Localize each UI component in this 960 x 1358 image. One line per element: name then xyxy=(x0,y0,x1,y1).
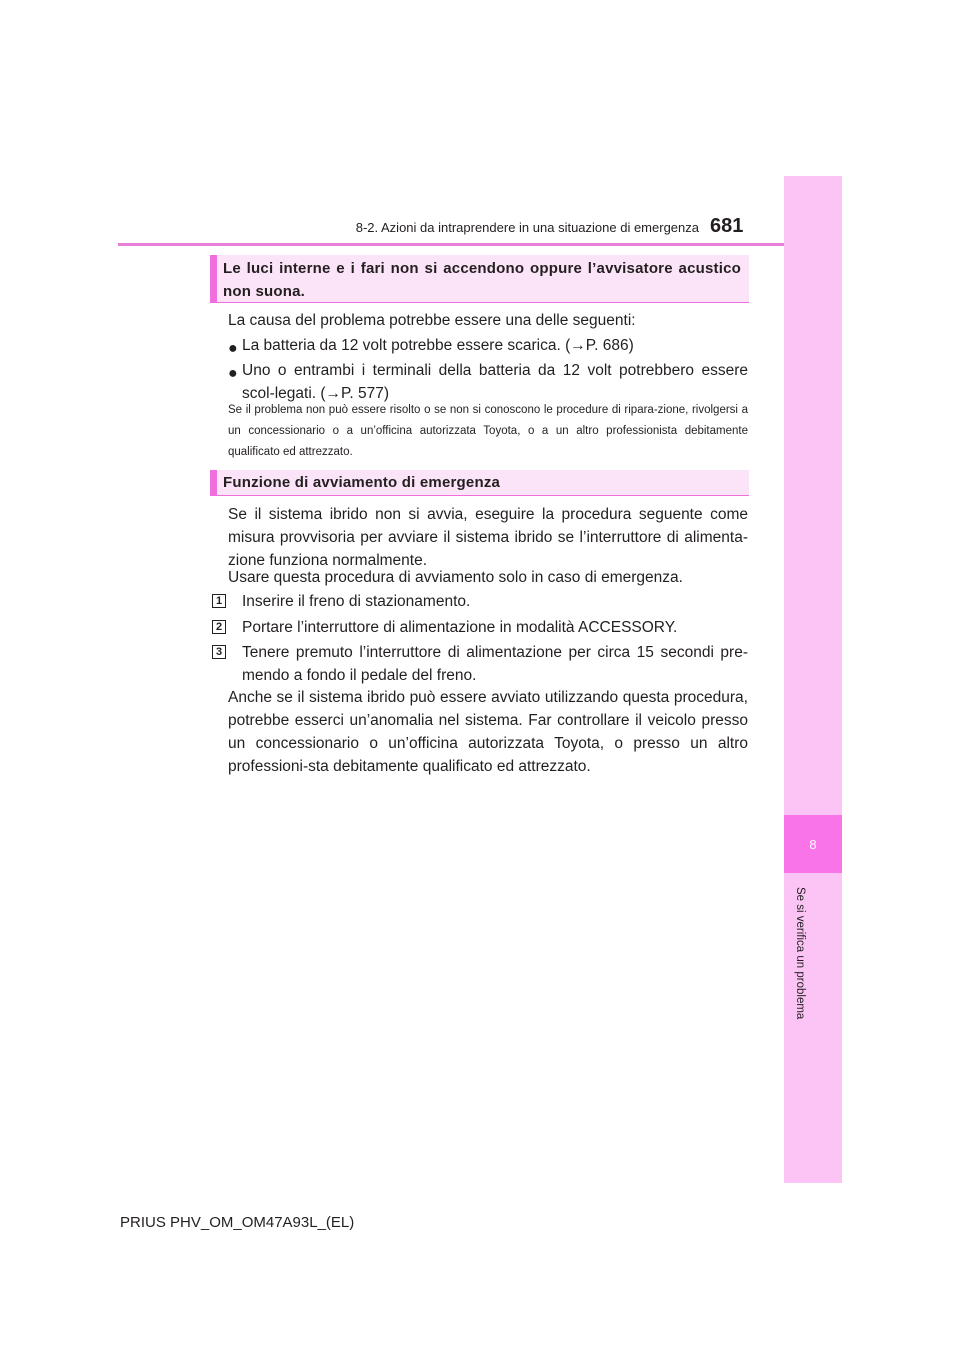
bullet-dot-icon: ● xyxy=(228,340,238,357)
chapter-title-vertical: Se si verifica un problema xyxy=(794,886,806,1020)
section2-outro: Anche se il sistema ibrido può essere avviato utilizzando questa procedura, potrebbe esserci un’anomalia nel sistema. Far controllare il veicolo presso un concessionario o un’officina autorizzata Toyota, o presso un altro professioni-sta debitamente qualificato ed attrezzato. xyxy=(228,689,748,775)
bullet-text: La batteria da 12 volt potrebbe essere scarica. (→P. 686) xyxy=(242,337,634,354)
section1-intro: La causa del problema potrebbe essere una delle seguenti: xyxy=(228,312,636,329)
bullet-item xyxy=(228,359,748,405)
bullet-dot-icon: ● xyxy=(228,365,238,382)
header-rule xyxy=(118,243,784,246)
chapter-side-tab xyxy=(784,176,842,1183)
section2-emergency-note: Usare questa procedura di avviamento solo in caso di emergenza. xyxy=(228,569,683,586)
step-text: Inserire il freno di stazionamento. xyxy=(242,593,471,610)
section-heading-lights-horn: Le luci interne e i fari non si accendono oppure l’avvisatore acustico non suona. xyxy=(210,255,749,303)
step-text: Portare l’interruttore di alimentazione in modalità ACCESSORY. xyxy=(242,619,678,636)
step-number-badge: 2 xyxy=(212,620,226,634)
step-number-badge: 3 xyxy=(212,645,226,659)
chapter-number-badge: 8 xyxy=(784,815,842,873)
section1-note: Se il problema non può essere risolto o se non si conoscono le procedure di ripara-zione, rivolgersi a un concessionario o a un’officina autorizzata Toyota, o a un altro professionista debitamente qualificato ed attrezzato. xyxy=(228,404,748,458)
bullet-text: Uno o entrambi i terminali della batteria da 12 volt potrebbero essere scol-legati. (→P. 577) xyxy=(242,362,748,402)
step-text: Tenere premuto l’interruttore di alimentazione per circa 15 secondi pre-mendo a fondo il pedale del freno. xyxy=(242,644,748,684)
step-number-badge: 1 xyxy=(212,594,226,608)
bullet-item xyxy=(228,334,748,357)
header-section-title: 8-2. Azioni da intraprendere in una situazione di emergenza xyxy=(355,220,699,235)
footer-document-id: PRIUS PHV_OM_OM47A93L_(EL) xyxy=(120,1214,355,1231)
section-heading-emergency-start: Funzione di avviamento di emergenza xyxy=(210,470,749,496)
page-number: 681 xyxy=(710,215,744,237)
section2-intro: Se il sistema ibrido non si avvia, eseguire la procedura seguente come misura provvisoria per avviare il sistema ibrido se l’interruttore di alimenta-zione funziona normalmente. xyxy=(228,506,748,569)
